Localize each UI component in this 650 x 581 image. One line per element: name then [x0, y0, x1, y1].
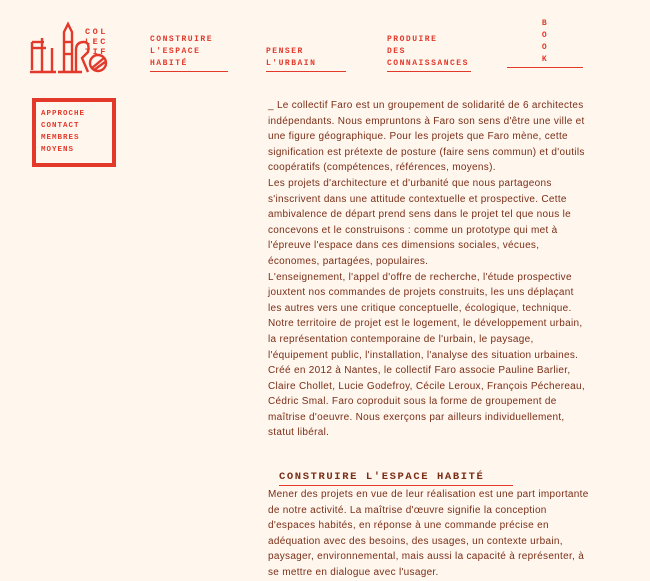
intro-paragraph: _ Le collectif Faro est un groupement de solidarité de 6 architectes indépendants. Nous empruntons à Faro son sens d'être une ville et une figure géographique. Pour les projets que Faro mène, cette signification est prétexte de posture (faire sens commun) et d'outils coopératifs (compétences, références, moyens).: [268, 100, 585, 174]
nav-label: PRODUIRE: [387, 35, 438, 44]
logo-wordmark: [85, 27, 108, 57]
nav-produire-connaissances[interactable]: [387, 34, 471, 72]
intro-text: [268, 98, 590, 441]
nav-penser-urbain[interactable]: [266, 46, 346, 72]
nav-label: CONSTRUIRE: [150, 35, 214, 44]
section-title: CONSTRUIRE L'ESPACE HABITÉ: [279, 471, 513, 486]
sidebar-item-membres[interactable]: MEMBRES: [41, 134, 80, 142]
nav-label: K: [541, 55, 549, 64]
logo-line: COL: [85, 27, 108, 37]
logo-line: LEC: [85, 37, 108, 47]
nav-label: PENSER: [266, 47, 304, 56]
nav-label: DES: [387, 47, 406, 56]
nav-label: L'ESPACE: [150, 47, 201, 56]
nav-label: CONNAISSANCES: [387, 59, 469, 68]
logo-line: TIF: [85, 47, 108, 57]
intro-paragraph: Notre territoire de projet est le logement, le développement urbain, la représentation contemporaine de l'urbain, le paysage, l'équipement public, l'installation, l'analyse des situation urbaines.: [268, 318, 583, 361]
nav-book[interactable]: [507, 18, 583, 68]
intro-paragraph: Créé en 2012 à Nantes, le collectif Faro associe Pauline Barlier, Claire Chollet, Lucie Godefroy, Cécile Leroux, François Péchereau, Cédric Smal. Faro coproduit sous la forme de groupement de maîtrise d'oeuvre. Nous exerçons par ailleurs individuellement, statut libéral.: [268, 365, 585, 439]
section-body: Mener des projets en vue de leur réalisation est une part importante de notre activité. La maîtrise d'œuvre signifie la conception d'espaces habités, en réponse à une commande précise en adéquation avec des besoins, des usages, un contexte urbain, paysager, environnemental, mais aussi la capacité à représenter, à se mettre en dialogue avec l'usager.: [268, 489, 589, 578]
nav-label: L'URBAIN: [266, 59, 317, 68]
sidebar-item-contact[interactable]: CONTACT: [41, 122, 80, 130]
intro-paragraph: L'enseignement, l'appel d'offre de recherche, l'étude prospective jouxtent nos commandes de projets construits, les uns déplaçant les autres vers une critique conceptuelle, écologique, technique.: [268, 271, 574, 314]
sidebar-menu: [32, 98, 116, 167]
intro-paragraph: Les projets d'architecture et d'urbanité que nous partageons s'inscrivent dans une attitude contextuelle et prospective. Cette ambivalence de départ prend sens dans le projet tel que nous le concevons et le construisons : comme un prototype qui met à l'épreuve l'espace dans ces dimensions sociales, vécues, économes, partagées, populaires.: [268, 177, 571, 267]
sidebar-item-moyens[interactable]: MOYENS: [41, 146, 75, 154]
nav-label: HABITÉ: [150, 59, 188, 68]
nav-label: O: [541, 31, 549, 40]
sidebar-item-approche[interactable]: APPROCHE: [41, 110, 86, 118]
nav-construire-espace-habite[interactable]: [150, 34, 228, 72]
nav-label: O: [541, 43, 549, 52]
nav-label: B: [541, 19, 549, 28]
